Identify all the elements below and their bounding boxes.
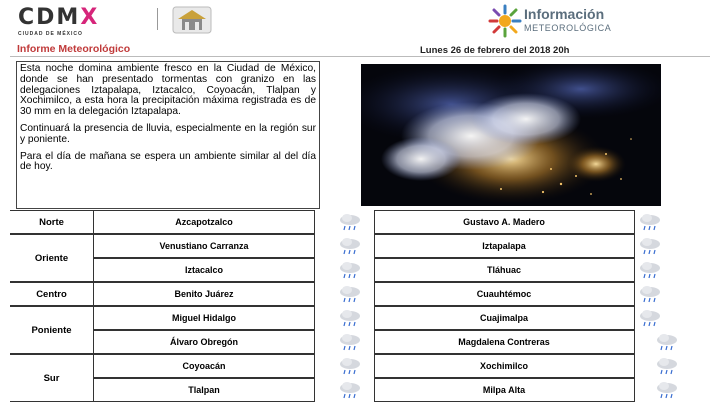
rain-cloud-icon (638, 284, 662, 304)
forecast-description (16, 61, 320, 209)
delegation-name: Magdalena Contreras (374, 330, 634, 354)
zone-label: Norte (10, 210, 94, 234)
delegation-name: Venustiano Carranza (94, 234, 314, 258)
delegation-name: Miguel Hidalgo (94, 306, 314, 330)
rain-cloud-icon (655, 332, 679, 352)
delegation-forecast-table (10, 210, 700, 405)
rain-cloud-icon (338, 380, 362, 400)
cdmx-subtitle: CIUDAD DE MÉXICO (18, 31, 83, 37)
logo-divider (157, 8, 158, 30)
column-divider (374, 210, 375, 402)
info-logo-title: Información (524, 6, 605, 22)
satellite-image (361, 64, 661, 206)
cdmx-wordmark (18, 6, 144, 30)
rain-cloud-icon (638, 308, 662, 328)
delegation-name: Gustavo A. Madero (374, 210, 634, 234)
rain-cloud-icon (338, 212, 362, 232)
info-meteorologica-logo (488, 4, 668, 40)
description-paragraph: Continuará la presencia de lluvia, especialmente en la región sur y poniente. (20, 122, 316, 145)
description-paragraph: Para el día de mañana se espera un ambiente similar al del día de hoy. (20, 150, 316, 173)
rain-cloud-icon (338, 260, 362, 280)
rain-cloud-icon (638, 212, 662, 232)
snowflake-sun-logo-icon (488, 4, 522, 38)
zone-label: Sur (10, 354, 94, 402)
delegation-name: Iztacalco (94, 258, 314, 282)
delegation-name: Cuajimalpa (374, 306, 634, 330)
rain-cloud-icon (338, 236, 362, 256)
delegation-name: Álvaro Obregón (94, 330, 314, 354)
zone-label: Oriente (10, 234, 94, 282)
rain-cloud-icon (638, 236, 662, 256)
delegation-name: Tlalpan (94, 378, 314, 402)
cdmx-letters: CDM (18, 5, 81, 30)
delegation-name: Xochimilco (374, 354, 634, 378)
delegation-name: Milpa Alta (374, 378, 634, 402)
delegation-name: Coyoacán (94, 354, 314, 378)
rain-cloud-icon (638, 260, 662, 280)
rain-cloud-icon (338, 356, 362, 376)
rain-cloud-icon (338, 284, 362, 304)
delegation-name: Cuauhtémoc (374, 282, 634, 306)
report-title: Informe Meteorológico (17, 43, 131, 55)
report-date: Lunes 26 de febrero del 2018 20h (420, 45, 570, 56)
rain-cloud-icon (655, 380, 679, 400)
delegation-name: Azcapotzalco (94, 210, 314, 234)
delegation-name: Benito Juárez (94, 282, 314, 306)
zone-label: Centro (10, 282, 94, 306)
rain-cloud-icon (338, 308, 362, 328)
zone-label: Poniente (10, 306, 94, 354)
header-divider (10, 56, 710, 57)
description-paragraph: Esta noche domina ambiente fresco en la Ciudad de México, donde se han presentado tormentas con granizo en las delegaciones Iztapalapa, Iztacalco, Coyoacán, Tlalpan y Xochimilco, a esta hora la precipitación máxima registrada es de 30 mm en la delegación Iztapalapa. (20, 63, 316, 118)
column-divider (314, 210, 315, 402)
info-logo-subtitle: METEOROLÓGICA (524, 23, 612, 33)
rain-cloud-icon (338, 332, 362, 352)
delegation-name: Iztapalapa (374, 234, 634, 258)
delegation-name: Tláhuac (374, 258, 634, 282)
cdmx-logo (18, 6, 144, 40)
cdmx-x-letter: X (80, 5, 100, 30)
civil-protection-seal-icon (170, 5, 214, 35)
rain-cloud-icon (655, 356, 679, 376)
